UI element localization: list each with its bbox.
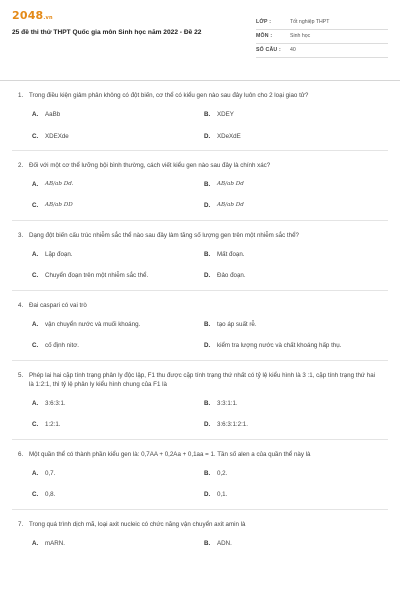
option-a[interactable] xyxy=(32,110,204,119)
option-c[interactable] xyxy=(32,420,204,429)
options xyxy=(18,389,378,439)
option-text: AaBb xyxy=(45,111,61,119)
option-text: Chuyển đoạn trên một nhiễm sắc thể. xyxy=(45,272,149,280)
option-text: 3:6:3:1:2:1. xyxy=(217,421,248,429)
meta-row-class xyxy=(256,16,388,30)
question-text: Đai caspari có vai trò xyxy=(29,301,87,309)
exam-meta xyxy=(256,16,388,58)
option-label: B. xyxy=(204,251,211,259)
options xyxy=(18,459,378,509)
option-text: kiểm tra lượng nước và chất khoáng hấp thụ. xyxy=(217,342,342,350)
option-label: C. xyxy=(32,421,39,429)
meta-value: Tốt nghiệp THPT xyxy=(290,18,330,25)
question-number: 6. xyxy=(18,450,24,458)
option-label: A. xyxy=(32,111,39,119)
option-text: AB/ab Dd xyxy=(217,181,244,188)
option-label: A. xyxy=(32,400,39,408)
option-text: AB/ab Dd. xyxy=(45,181,74,188)
option-a[interactable] xyxy=(32,469,204,478)
option-b[interactable] xyxy=(204,469,378,478)
option-label: D. xyxy=(204,132,211,140)
option-label: C. xyxy=(32,202,39,210)
option-text: mARN. xyxy=(45,539,65,547)
option-label: A. xyxy=(32,320,39,328)
option-text: 0,7. xyxy=(45,470,56,478)
option-a[interactable] xyxy=(32,180,204,189)
question-text: Một quần thể có thành phần kiểu gen là: 0,7AA + 0,2Aa + 0,1aa = 1. Tần số alen a của quần thể này là xyxy=(29,450,311,458)
option-b[interactable] xyxy=(204,399,378,408)
option-text: 3:3:1:1. xyxy=(217,400,238,408)
option-d[interactable] xyxy=(204,201,378,210)
option-label: D. xyxy=(204,272,211,280)
options xyxy=(18,170,378,220)
option-label: D. xyxy=(204,202,211,210)
logo-main: 2048 xyxy=(12,9,44,22)
question-1 xyxy=(12,81,388,150)
question-text: Phép lai hai cặp tính trạng phân ly độc lập, F1 thu được cặp tính trạng thứ nhất có tỷ lệ kiểu hình là 3 :1, cặp tính trạng thứ hai là 1:2:1, thì tỷ lệ phân ly kiểu hình chung của F1 là xyxy=(29,371,376,388)
question-text: Đối với một cơ thể lưỡng bội bình thường, cách viết kiểu gen nào sau đây là chính xác? xyxy=(29,161,271,169)
header-left xyxy=(12,10,252,38)
option-text: tạo áp suất rễ. xyxy=(217,320,257,328)
option-b[interactable] xyxy=(204,250,378,259)
option-b[interactable] xyxy=(204,180,378,189)
meta-row-subject xyxy=(256,30,388,44)
option-label: D. xyxy=(204,342,211,350)
question-number: 2. xyxy=(18,161,24,169)
options xyxy=(18,310,378,360)
option-a[interactable] xyxy=(32,250,204,259)
question-number: 4. xyxy=(18,301,24,309)
options xyxy=(18,100,378,150)
header xyxy=(12,10,388,72)
question-text: Dạng đột biến cấu trúc nhiễm sắc thể nào sau đây làm tăng số lượng gen trên một nhiễm sắc thể? xyxy=(29,231,299,239)
option-label: B. xyxy=(204,320,211,328)
meta-key: SỐ CÂU : xyxy=(256,46,281,53)
question-3 xyxy=(12,220,388,290)
question-number: 3. xyxy=(18,231,24,239)
option-text: 0,1. xyxy=(217,491,228,499)
option-label: B. xyxy=(204,539,211,547)
option-text: XDEY xyxy=(217,111,234,119)
option-d[interactable] xyxy=(204,271,378,280)
option-a[interactable] xyxy=(32,399,204,408)
question-5 xyxy=(12,360,388,439)
option-text: XDeXdE xyxy=(217,132,241,140)
option-text: ADN. xyxy=(217,539,232,547)
meta-value: Sinh học xyxy=(290,32,311,39)
options xyxy=(18,240,378,290)
question-text: Trong quá trình dịch mã, loại axit nucleic có chức năng vận chuyển axit amin là xyxy=(29,520,246,528)
option-d[interactable] xyxy=(204,132,378,141)
option-label: B. xyxy=(204,181,211,189)
option-label: D. xyxy=(204,421,211,429)
option-label: B. xyxy=(204,400,211,408)
option-label: A. xyxy=(32,539,39,547)
exam-title: 25 đề thi thử THPT Quốc gia môn Sinh học năm 2022 - Đề 22 xyxy=(12,29,202,37)
question-7 xyxy=(12,509,388,558)
option-label: A. xyxy=(32,251,39,259)
option-c[interactable] xyxy=(32,201,204,210)
option-text: XDEXde xyxy=(45,132,69,140)
question-4 xyxy=(12,290,388,360)
option-text: 3:6:3:1. xyxy=(45,400,66,408)
option-text: 0,8. xyxy=(45,491,56,499)
option-label: D. xyxy=(204,491,211,499)
logo-tld: .vn xyxy=(43,15,53,21)
option-text: AB/ab Dd xyxy=(217,202,244,209)
option-label: B. xyxy=(204,111,211,119)
question-text: Trong điều kiện giảm phân không có đột biến, cơ thể có kiểu gen nào sau đây luôn cho 2 loại giao tử? xyxy=(29,92,309,99)
option-a[interactable] xyxy=(32,320,204,329)
option-d[interactable] xyxy=(204,490,378,499)
option-text: AB/ab DD xyxy=(45,202,73,209)
option-label: C. xyxy=(32,132,39,140)
option-label: C. xyxy=(32,491,39,499)
option-b[interactable] xyxy=(204,110,378,119)
question-2 xyxy=(12,150,388,220)
question-6 xyxy=(12,439,388,509)
option-text: 1:2:1. xyxy=(45,421,61,429)
options xyxy=(18,529,378,557)
option-a[interactable] xyxy=(32,539,204,548)
option-label: C. xyxy=(32,272,39,280)
option-text: cố định nitơ. xyxy=(45,342,79,350)
question-number: 5. xyxy=(18,371,24,379)
meta-key: MÔN : xyxy=(256,32,273,39)
option-c[interactable] xyxy=(32,132,204,141)
option-text: Lặp đoạn. xyxy=(45,251,73,259)
option-b[interactable] xyxy=(204,320,378,329)
option-d[interactable] xyxy=(204,341,378,350)
option-label: A. xyxy=(32,181,39,189)
option-c[interactable] xyxy=(32,271,204,280)
option-label: B. xyxy=(204,470,211,478)
meta-row-count xyxy=(256,44,388,58)
option-text: Đảo đoạn. xyxy=(217,272,246,280)
option-c[interactable] xyxy=(32,490,204,499)
site-logo[interactable] xyxy=(12,10,252,22)
option-c[interactable] xyxy=(32,341,204,350)
option-text: vận chuyển nước và muối khoáng. xyxy=(45,320,141,328)
meta-value: 40 xyxy=(290,46,296,53)
option-b[interactable] xyxy=(204,539,378,548)
option-d[interactable] xyxy=(204,420,378,429)
meta-key: LỚP : xyxy=(256,18,272,25)
option-label: A. xyxy=(32,470,39,478)
question-number: 1. xyxy=(18,92,24,99)
question-number: 7. xyxy=(18,520,24,528)
option-text: Mất đoạn. xyxy=(217,251,245,259)
option-text: 0,2. xyxy=(217,470,228,478)
option-label: C. xyxy=(32,342,39,350)
